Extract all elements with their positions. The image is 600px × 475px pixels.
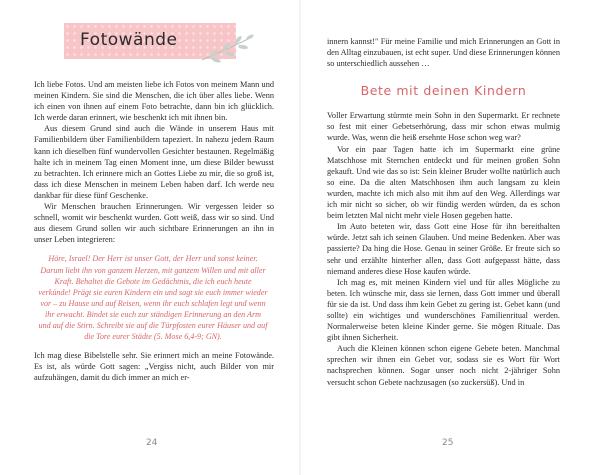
leaf-sprig-icon: [200, 30, 254, 64]
left-page-body: [34, 79, 274, 383]
paragraph: Voller Erwartung stürmte mein Sohn in den Supermarkt. Er rechnete so fest mit einer Gebetserhörung, dass mir schon etwas mulmig wurde. Was, wenn die heiß ersehnte Hose schon weg war?: [327, 111, 560, 143]
paragraph: Auch die Kleinen können schon eigene Gebete beten. Manchmal sprechen wir ihnen ein Gebet vor, sodass sie es Wort für Wort nachsprechen können. Sogar unser noch nicht 2-jähriger Sohn versucht schon Gebete nachzusagen (so zuckersüß). Und in: [327, 344, 560, 387]
right-page-body: [327, 36, 560, 388]
paragraph: Vor ein paar Tagen hatte ich im Supermarkt eine grüne Matschhose mit Sternchen entdeckt und für meinen großen Sohn gekauft. Und wie das so ist: Sein kleiner Bruder wollte natürlich auch so eine. Da die alten Matschhosen ihm auch langsam zu klein wurden, machte ich mich also mit ihm auf den Weg. Allerdings war ich mir nicht so sicher, ob wir fündig werden würden, da es schon beim letzten Mal nicht mehr viele Hosen gegeben hatte.: [327, 144, 560, 221]
bible-quote: Höre, Israel! Der Herr ist unser Gott, der Herr und sonst keiner. Darum liebt ihn von ganzem Herzen, mit ganzem Willen und mit aller Kraft. Behaltet die Gebote im Gedächtnis, die ich euch heute verkünde! Prägt sie euren Kindern ein und sagt sie euch immer wieder vor – zu Hause und auf Reisen, wenn ihr euch schlafen legt und wenn ihr erwacht. Bindet sie euch zur ständigen Erinnerung an den Arm und auf die Stirn. Schreibt sie auf die Türpfosten eurer Häuser und auf die Tore eurer Städte (5. Mose 6,4-9; GN).: [38, 254, 268, 342]
paragraph: Ich mag es, mit meinen Kindern viel und für alles Mögliche zu beten. Ich wünsche mir, dass sie lernen, dass Gott immer und überall für sie da ist. Und dass ihm kein Gebet zu gering ist. Gebet kann (und sollte) ein wichtiges und wunderschönes Familienritual werden. Normalerweise beten kleine Kinder gerne. Sie mögen Rituale. Das gibt ihnen Sicherheit.: [327, 277, 560, 343]
page-number-left: 24: [146, 438, 158, 448]
paragraph: Ich mag diese Bibelstelle sehr. Sie erinnert mich an meine Fotowände. Es ist, als würde Gott sagen: „Vergiss nicht, auch Bilder von mir aufzuhängen, damit du dich immer an mich er-: [34, 351, 274, 383]
book-gutter: [299, 0, 301, 475]
paragraph: Ich liebe Fotos. Und am meisten liebe ich Fotos von meinem Mann und meinen Kindern. Sie sind die Menschen, die ich über alles liebe. Wenn ich einen von ihnen auf einem Foto betrachte, dann bin ich glücklich. Ich werde daran erinnert, wie beschenkt ich mit ihnen bin.: [34, 80, 274, 123]
paragraph: innern kannst!" Für meine Familie und mich Erinnerungen an Gott in den Alltag einzubauen, ist echt super. Und diese Erinnerungen können so unterschiedlich aussehen …: [327, 37, 560, 69]
paragraph: Wir Menschen brauchen Erinnerungen. Wir vergessen leider so schnell, womit wir beschenkt wurden. Gott weiß, dass wir so sind. Und aus diesem Grund sollen wir auch sichtbare Erinnerungen an ihn in unser Leben integrieren:: [34, 202, 274, 245]
page-number-right: 25: [442, 438, 454, 448]
paragraph: Aus diesem Grund sind auch die Wände in unserem Haus mit Familienbildern über Familienbildern tapeziert. In nahezu jedem Raum kann ich dieselben fünf wundervollen Gesichter bestaunen. Regelmäßig halte ich in meinem Tag einen Moment inne, um diese Bilder bewusst zu betrachten. Ich erinnere mich an Gottes Liebe zu mir, die so groß ist, dass ich diese Menschen in meinem Leben haben darf. Ich werde neu dankbar für diese fünf Geschenke.: [34, 124, 274, 200]
chapter-title: Fotowände: [80, 30, 178, 50]
section-heading: Bete mit deinen Kindern: [360, 83, 527, 99]
paragraph: Im Auto beteten wir, dass Gott eine Hose für ihn bereithalten würde. Jetzt sah ich seinen Glauben. Und meine Bedenken. Aber was passierte? Da hing die Hose. Genau in seiner Größe. Er freute sich so sehr und erzählte hinterher allen, dass Gott aufgepasst hätte, dass niemand anderes diese Hose kaufen würde.: [327, 222, 560, 276]
